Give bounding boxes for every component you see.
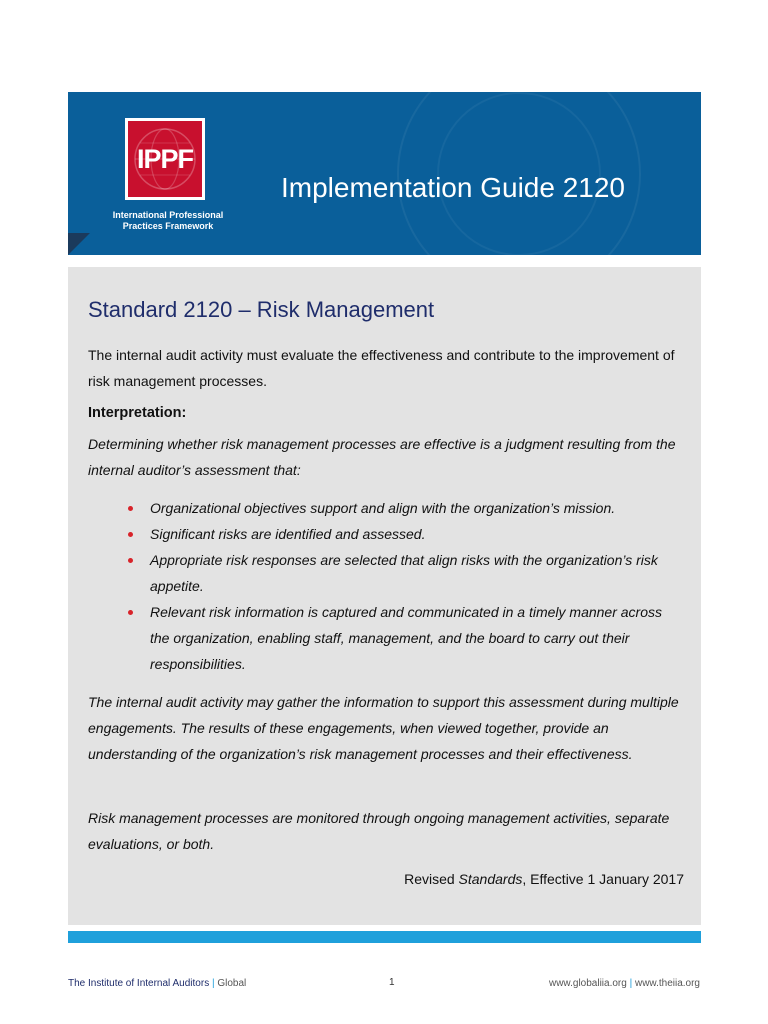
standard-statement: The internal audit activity must evaluate the effectiveness and contribute to the improvement of risk management processes. — [88, 347, 675, 389]
interpretation-label: Interpretation: — [88, 405, 187, 421]
gather-paragraph: The internal audit activity may gather the information to support this assessment during multiple engagements. The results of these engagements, when viewed together, provide an understanding of the organization’s risk management processes and their effectiveness. — [88, 694, 679, 762]
footer-links — [549, 978, 700, 989]
revised-note — [404, 871, 684, 887]
footer-link-globaliia[interactable]: www.globaliia.org — [548, 978, 627, 989]
ippf-logo — [125, 118, 205, 200]
footer-separator: | — [209, 978, 218, 989]
list-item-text: Relevant risk information is captured and communicated in a timely manner across the organization, enabling staff, management, and the board to carry out their responsibilities. — [150, 604, 663, 672]
logo-caption-line: International Professional — [112, 210, 224, 220]
list-item — [128, 547, 668, 599]
content-panel — [68, 267, 701, 925]
footer-rule — [68, 931, 701, 943]
list-item — [128, 521, 668, 547]
footer-region: Global — [217, 978, 247, 989]
revised-italic: Standards — [458, 871, 523, 887]
monitor-paragraph: Risk management processes are monitored through ongoing management activities, separate evaluations, or both. — [88, 810, 670, 852]
footer-link-theiia[interactable]: www.theiia.org — [634, 978, 700, 989]
footer-separator: | — [626, 978, 635, 989]
footer-org — [68, 978, 246, 989]
bullet-icon — [128, 532, 133, 537]
footer-org-name: The Institute of Internal Auditors — [68, 978, 210, 989]
header-banner — [68, 92, 701, 255]
page-title: Implementation Guide 2120 — [281, 172, 625, 203]
list-item-text: Organizational objectives support and align with the organization’s mission. — [150, 500, 616, 516]
bullet-icon — [128, 558, 133, 563]
bullet-icon — [128, 506, 133, 511]
interpretation-lead: Determining whether risk management processes are effective is a judgment resulting from the internal auditor’s assessment that: — [88, 436, 676, 478]
bullet-icon — [128, 610, 133, 615]
logo-caption-line: Practices Framework — [122, 221, 214, 231]
banner-corner — [68, 233, 90, 255]
logo-caption — [108, 210, 228, 232]
standard-title: Standard 2120 – Risk Management — [88, 297, 435, 322]
list-item-text: Appropriate risk responses are selected that align risks with the organization’s risk appetite. — [150, 552, 658, 594]
list-item-text: Significant risks are identified and assessed. — [150, 526, 426, 542]
revised-prefix: Revised — [404, 871, 459, 887]
list-item — [128, 599, 668, 677]
revised-suffix: , Effective 1 January 2017 — [522, 871, 684, 887]
logo-text: IPPF — [136, 143, 193, 174]
criteria-list — [128, 495, 668, 677]
list-item — [128, 495, 668, 521]
page-number: 1 — [389, 977, 395, 988]
